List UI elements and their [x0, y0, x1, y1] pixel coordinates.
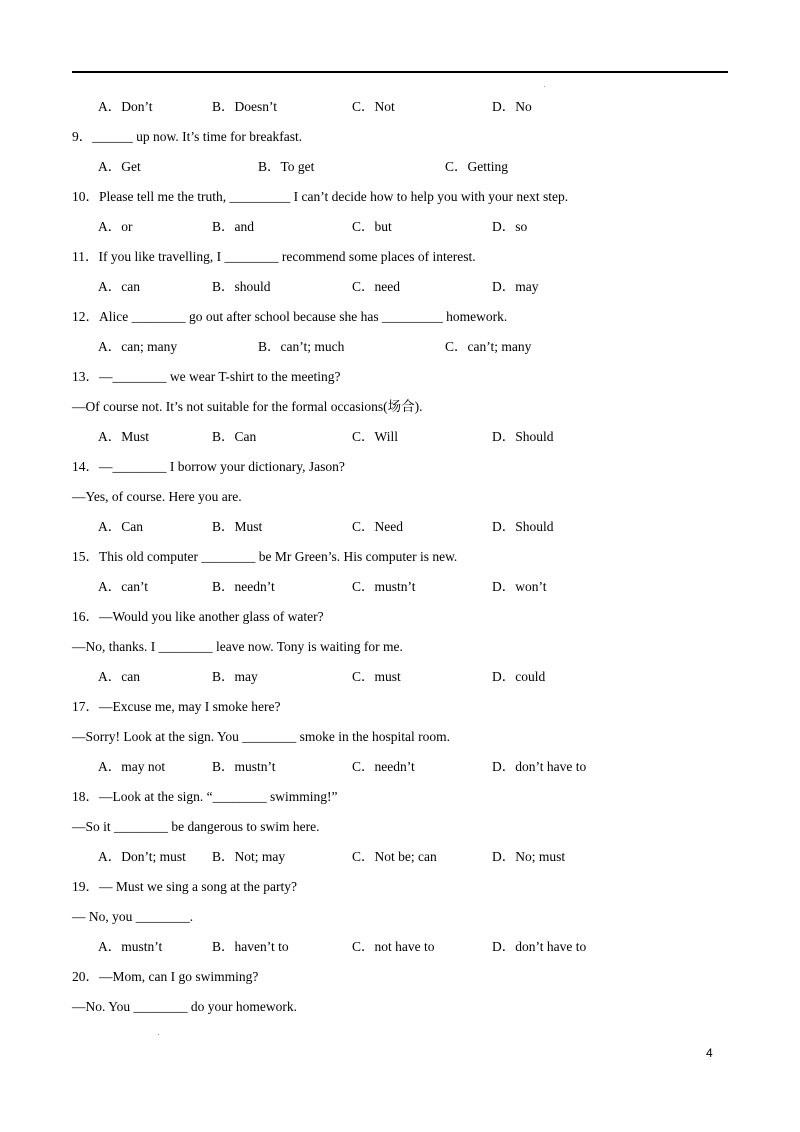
- option-c: C．needn’t: [352, 759, 415, 774]
- option-a: A．Don’t: [98, 99, 153, 114]
- option-b: B．can’t; much: [258, 339, 345, 354]
- option-c: C．not have to: [352, 939, 435, 954]
- question-stem: 13．—________ we wear T-shirt to the meeting?: [72, 369, 341, 384]
- option-a: A．can: [98, 669, 140, 684]
- option-a: A．may not: [98, 759, 166, 774]
- option-c: C．Need: [352, 519, 403, 534]
- option-b: B．haven’t to: [212, 939, 289, 954]
- option-c: C．can’t; many: [445, 339, 532, 354]
- dialogue-line: —Yes, of course. Here you are.: [72, 489, 242, 504]
- option-a: A．Don’t; must: [98, 849, 186, 864]
- option-d: D．so: [492, 219, 528, 234]
- option-c: C．Will: [352, 429, 398, 444]
- scan-speck: [544, 86, 545, 87]
- option-d: D．Should: [492, 429, 554, 444]
- question-stem: 12．Alice ________ go out after school because she has _________ homework.: [72, 309, 508, 324]
- option-d: D．Should: [492, 519, 554, 534]
- option-b: B．mustn’t: [212, 759, 276, 774]
- dialogue-line: —No. You ________ do your homework.: [72, 999, 298, 1014]
- dialogue-line: — No, you ________.: [72, 909, 194, 924]
- option-b: B．needn’t: [212, 579, 275, 594]
- question-stem: 11．If you like travelling, I ________ recommend some places of interest.: [72, 249, 476, 264]
- option-d: D．don’t have to: [492, 759, 587, 774]
- question-stem: 14．—________ I borrow your dictionary, Jason?: [72, 459, 345, 474]
- question-stem: 9．______ up now. It’s time for breakfast.: [72, 129, 303, 144]
- question-stem: 17．—Excuse me, may I smoke here?: [72, 699, 281, 714]
- option-c: C．need: [352, 279, 400, 294]
- option-d: D．may: [492, 279, 539, 294]
- page-number: 4: [706, 1046, 713, 1060]
- option-a: A．Can: [98, 519, 143, 534]
- option-a: A．can’t: [98, 579, 148, 594]
- option-c: C．Not be; can: [352, 849, 437, 864]
- dialogue-line: —Sorry! Look at the sign. You ________ smoke in the hospital room.: [72, 729, 450, 744]
- question-stem: 15．This old computer ________ be Mr Green’s. His computer is new.: [72, 549, 458, 564]
- option-b: B．and: [212, 219, 254, 234]
- option-b: B．may: [212, 669, 258, 684]
- option-c: C．but: [352, 219, 392, 234]
- option-c: C．mustn’t: [352, 579, 416, 594]
- scan-speck: [158, 1034, 159, 1035]
- option-b: B．Must: [212, 519, 263, 534]
- question-stem: 20．—Mom, can I go swimming?: [72, 969, 259, 984]
- option-a: A．can; many: [98, 339, 178, 354]
- option-d: D．could: [492, 669, 546, 684]
- question-stem: 16．—Would you like another glass of water?: [72, 609, 324, 624]
- option-a: A．can: [98, 279, 140, 294]
- header-rule: [72, 71, 728, 73]
- option-b: B．To get: [258, 159, 315, 174]
- option-d: D．No: [492, 99, 532, 114]
- dialogue-line: —So it ________ be dangerous to swim here.: [72, 819, 320, 834]
- option-a: A．Must: [98, 429, 150, 444]
- option-a: A．mustn’t: [98, 939, 163, 954]
- option-b: B．Can: [212, 429, 257, 444]
- option-a: A．Get: [98, 159, 141, 174]
- option-c: C．Not: [352, 99, 395, 114]
- option-d: D．don’t have to: [492, 939, 587, 954]
- question-stem: 18．—Look at the sign. “________ swimming!”: [72, 789, 338, 804]
- option-b: B．Not; may: [212, 849, 286, 864]
- option-b: B．Doesn’t: [212, 99, 278, 114]
- option-a: A．or: [98, 219, 133, 234]
- dialogue-line: —Of course not. It’s not suitable for the formal occasions(场合).: [72, 399, 423, 414]
- dialogue-line: —No, thanks. I ________ leave now. Tony is waiting for me.: [72, 639, 403, 654]
- option-d: D．won’t: [492, 579, 547, 594]
- option-c: C．Getting: [445, 159, 508, 174]
- option-d: D．No; must: [492, 849, 566, 864]
- question-stem: 19．— Must we sing a song at the party?: [72, 879, 297, 894]
- option-c: C．must: [352, 669, 401, 684]
- option-b: B．should: [212, 279, 271, 294]
- question-stem: 10．Please tell me the truth, _________ I can’t decide how to help you with your next step.: [72, 189, 569, 204]
